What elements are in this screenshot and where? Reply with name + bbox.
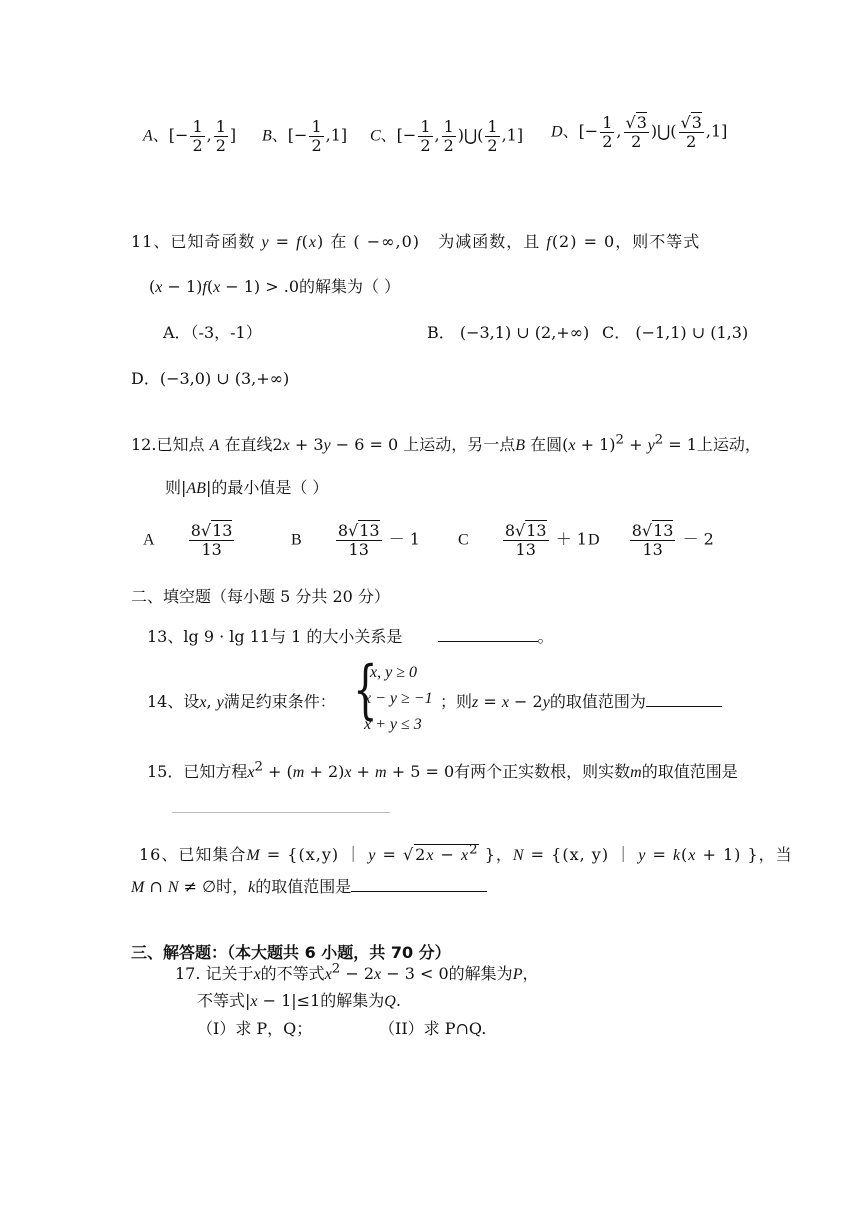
q14-number: 14、设: [147, 692, 200, 711]
q12-text: 在圆: [530, 435, 563, 454]
q12-offset: － 1: [388, 529, 420, 549]
q12-text: 的最小值是（ ）: [211, 478, 329, 497]
q17-part-2: （II）求 P∩Q.: [379, 1019, 487, 1038]
answer-blank[interactable]: [351, 891, 487, 892]
q11-option-a: A．（-3，-1）: [163, 323, 262, 342]
option-label: C: [458, 531, 469, 549]
option-label: D: [551, 123, 563, 141]
q15: 15．已知方程$x^2 + (m + 2)x + m + 5 = 0$有两个正实数根，则实数m的取值范围是: [147, 759, 738, 781]
q12-text: 在直线: [224, 435, 273, 454]
option-label: B: [291, 531, 302, 549]
option-label: D: [588, 531, 600, 549]
constraint-brace: {: [353, 653, 378, 727]
q11-text: 已知奇函数: [170, 232, 256, 251]
q12-line1: 12.已知点 A 在直线2x + 3y − 6 = 0 上运动，另一点B 在圆$(x + 1)^2 + y^2 = 1$上运动，: [131, 432, 761, 454]
q15-text: 的取值范围是: [641, 762, 738, 781]
q12-text: 已知点: [156, 435, 205, 454]
constraint-1: x, y ≥ 0: [370, 664, 417, 681]
constraint-3: x + y ≤ 3: [364, 716, 422, 733]
option-label: C: [370, 127, 381, 145]
q16-line1: 16、已知集合M = {(x,y) ｜ $y = √2x - x^2$ }，N = {(x, y) ｜ y = k(x + 1) }，当: [139, 842, 793, 864]
option-label: A: [143, 531, 155, 549]
q11-line1: 11、已知奇函数 y = f(x) 在 ( −∞,0) 为减函数，且 f(2) = 0，则不等式: [131, 232, 701, 251]
q12-number: 12.: [131, 435, 157, 454]
q13-number: 13、: [147, 627, 184, 646]
q11-option-c: C． (−1,1) ∪ (1,3): [602, 323, 749, 342]
q14-text: ；则: [440, 692, 473, 711]
q17-number: 17.: [175, 964, 201, 983]
q17-line1: 17. 记关于x的不等式$x^2 - 2x - 3 < 0$的解集为P，: [175, 961, 539, 983]
q14-left: 14、设x, y满足约束条件：: [147, 692, 336, 711]
q17-text: .: [395, 991, 401, 1010]
q17-text: 的解集为: [320, 991, 385, 1010]
answer-blank[interactable]: [438, 641, 538, 642]
q11-text: 为减函数，且: [438, 232, 541, 251]
q16-text: 的取值范围是: [255, 877, 352, 896]
q10-option-a: A、[− $\frac{1}{2}$ , $\frac{1}{2}$ ]: [143, 117, 237, 155]
q14-text: 的取值范围为: [549, 692, 646, 711]
q15-text: 有两个正实数根，则实数: [454, 762, 631, 781]
q14-text: 满足约束条件：: [223, 692, 336, 711]
q13-text: 与 1 的大小关系是: [270, 627, 403, 646]
q11-line2: (x − 1)f(x − 1) > .0的解集为（ ）: [149, 277, 401, 296]
q12-option-d: D $\frac{8√13}{13}$ － 2: [588, 521, 714, 559]
q17-text: 的不等式: [260, 964, 325, 983]
q17-text: 记关于: [205, 964, 254, 983]
q10-option-b: B、[− $\frac{1}{2}$ ,1]: [262, 117, 348, 155]
q12-line2: 则|AB|的最小值是（ ）: [165, 478, 329, 497]
constraint-2: x − y ≥ −1: [364, 690, 433, 707]
q11-text: ，则不等式: [615, 232, 701, 251]
q11-text: 在: [330, 232, 348, 251]
option-label: D．: [131, 369, 160, 388]
q15-number: 15．已知方程: [147, 762, 248, 781]
q17-text: ，: [522, 964, 539, 983]
q11-text: 的解集为（ ）: [299, 277, 401, 296]
q16-number: 16、已知集合: [139, 845, 247, 864]
q10-option-d: D、[− $\frac{1}{2}$ , $\frac{√3}{2}$ )⋃( $\frac{√3}{2}$ ,1]: [551, 113, 728, 151]
q11-function: y: [261, 234, 270, 251]
q10-option-c: C、[− $\frac{1}{2}$ , $\frac{1}{2}$ )⋃( $\frac{1}{2}$ ,1]: [370, 117, 524, 155]
section-2-heading: 二、填空题（每小题 5 分共 20 分）: [131, 587, 390, 606]
q12-text: 则: [165, 478, 182, 497]
q12-option-b: B $\frac{8√13}{13}$ － 1: [291, 521, 420, 559]
q13: 13、lg 9 · lg 11与 1 的大小关系是 。: [147, 627, 554, 646]
q16-text: 时，: [216, 877, 249, 896]
answer-blank[interactable]: [646, 706, 722, 707]
q12-text: 上运动，另一点: [403, 435, 516, 454]
q14-right: ；则z = x − 2y的取值范围为: [440, 689, 722, 712]
section-3-heading: 三、解答题：（本大题共 6 小题，共 70 分）: [131, 943, 451, 962]
q17-text: 的解集为: [448, 964, 513, 983]
option-label: B: [262, 127, 272, 145]
q12-option-c: C $\frac{8√13}{13}$ ＋ 1: [458, 521, 587, 559]
q11-option-b: B． (−3,1) ∪ (2,+∞): [427, 323, 590, 342]
option-label: B．: [427, 323, 455, 342]
q17-line2: 不等式|x − 1|≤1的解集为Q.: [197, 991, 401, 1010]
q13-end: 。: [537, 627, 554, 646]
q16-line2: M ∩ N ≠ ∅时，k的取值范围是: [131, 874, 487, 897]
q16-text: ，当: [758, 845, 793, 864]
q17-part-1: （I）求 P，Q；: [197, 1019, 313, 1038]
option-label: C．: [602, 323, 631, 342]
answer-blank[interactable]: [172, 812, 390, 813]
q16-text: ，: [495, 845, 513, 864]
option-label: A: [143, 127, 153, 145]
q12-text: 上运动，: [696, 435, 761, 454]
q12-option-a: A $\frac{8√13}{13}$: [143, 521, 233, 559]
q11-number: 11、: [131, 232, 171, 251]
q12-offset: － 2: [682, 529, 714, 549]
q11-option-d: D．(−3,0) ∪ (3,+∞): [131, 369, 290, 388]
q17-text: 不等式: [197, 991, 246, 1010]
q12-offset: ＋ 1: [555, 529, 587, 549]
